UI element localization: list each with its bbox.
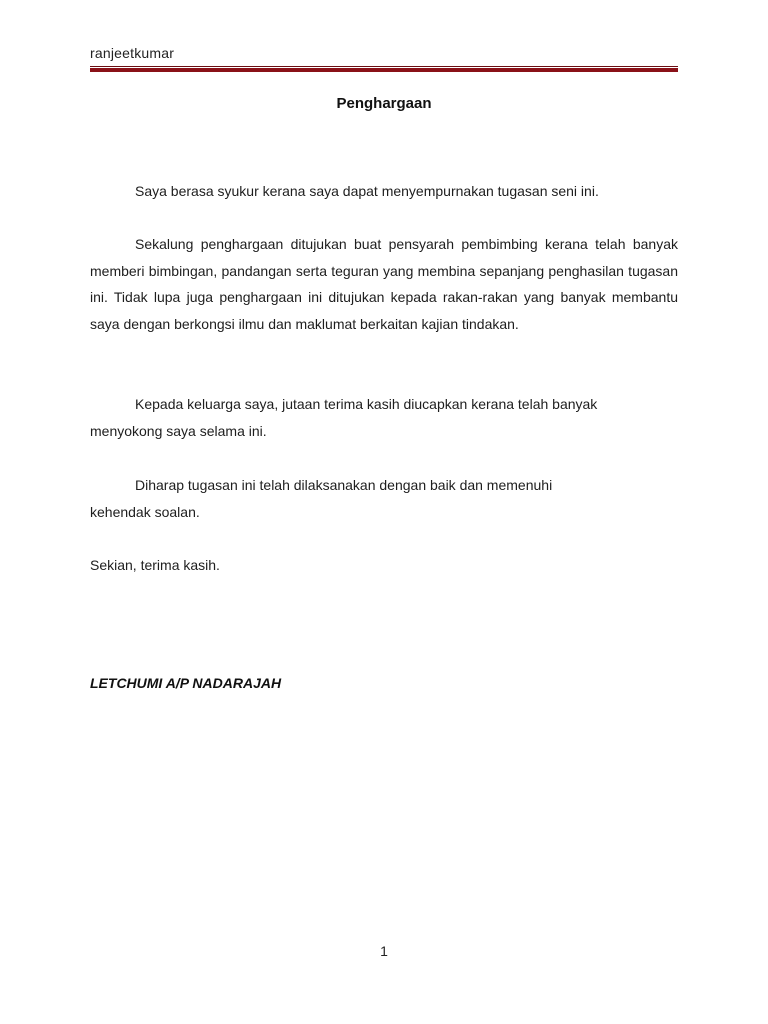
paragraph-family-thanks: Kepada keluarga saya, jutaan terima kasih diucapkan kerana telah banyak menyokong saya selama ini. [90, 396, 598, 439]
paragraph-lecturer-thanks: Sekalung penghargaan ditujukan buat pensyarah pembimbing kerana telah banyak memberi bimbingan, pandangan serta teguran yang membina sepanjang penghasilan tugasan ini. Tidak lupa juga penghargaan ini ditujukan kepada rakan-rakan yang banyak membantu saya dengan berkongsi ilmu dan maklumat berkaitan kajian tindakan. [90, 236, 678, 332]
paragraph-closing: Sekian, terima kasih. [90, 557, 220, 573]
page-number: 1 [380, 943, 388, 959]
header-rule-thin [90, 66, 678, 67]
paragraph-gratitude: Saya berasa syukur kerana saya dapat menyempurnakan tugasan seni ini. [135, 183, 599, 199]
signature-name: LETCHUMI A/P NADARAJAH [90, 675, 282, 691]
header-rule-thick [90, 68, 678, 72]
page-title: Penghargaan [336, 95, 432, 112]
paragraph-hope: Diharap tugasan ini telah dilaksanakan dengan baik dan memenuhi kehendak soalan. [90, 477, 553, 520]
header-author: ranjeetkumar [90, 45, 175, 61]
